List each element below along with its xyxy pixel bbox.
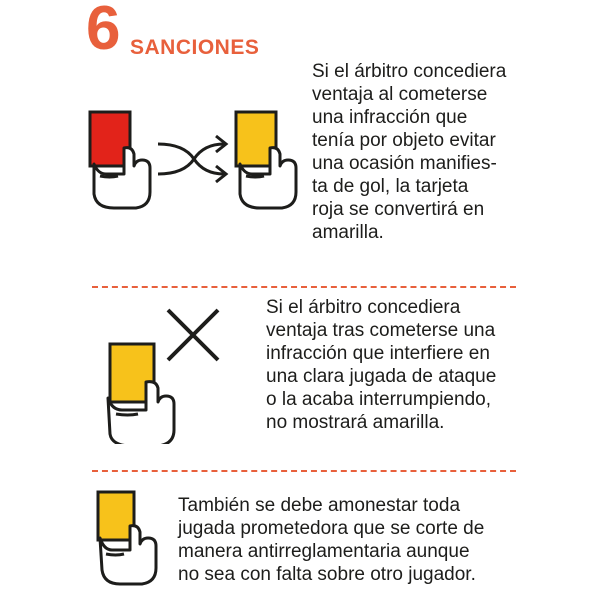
divider-2 — [92, 470, 516, 472]
section-red-to-yellow — [0, 0, 600, 290]
section-title: SANCIONES — [130, 36, 260, 59]
section-no-yellow — [0, 290, 600, 460]
red-card-hand-icon — [90, 112, 150, 208]
divider-1 — [92, 286, 516, 288]
section-1-text: Si el árbitro concediera ventaja al cometerse una infracción que tenía por objeto evitar una ocasión manifies- ta de gol, la tarjeta roja se convertirá en amarilla. — [312, 61, 507, 243]
yellow-card-hand-icon — [108, 344, 174, 444]
no-yellow-illustration — [96, 304, 236, 444]
red-to-yellow-illustration — [84, 104, 304, 214]
yellow-card-hand-icon — [236, 112, 296, 208]
section-number: 6 — [86, 0, 121, 63]
section-2-text: Si el árbitro concediera ventaja tras cometerse una infracción que interfiere en una clara jugada de ataque o la acaba interrumpiendo, no mostrará amarilla. — [266, 297, 497, 433]
yellow-card-illustration — [90, 488, 170, 594]
section-3-text: También se debe amonestar toda jugada prometedora que se corte de manera antirreglamentaria aunque no sea con falta sobre otro jugador. — [178, 495, 485, 585]
section-promising-attack — [0, 474, 600, 600]
cross-icon — [168, 310, 218, 360]
swap-arrows-icon — [158, 136, 226, 182]
yellow-card-hand-icon — [98, 492, 156, 584]
